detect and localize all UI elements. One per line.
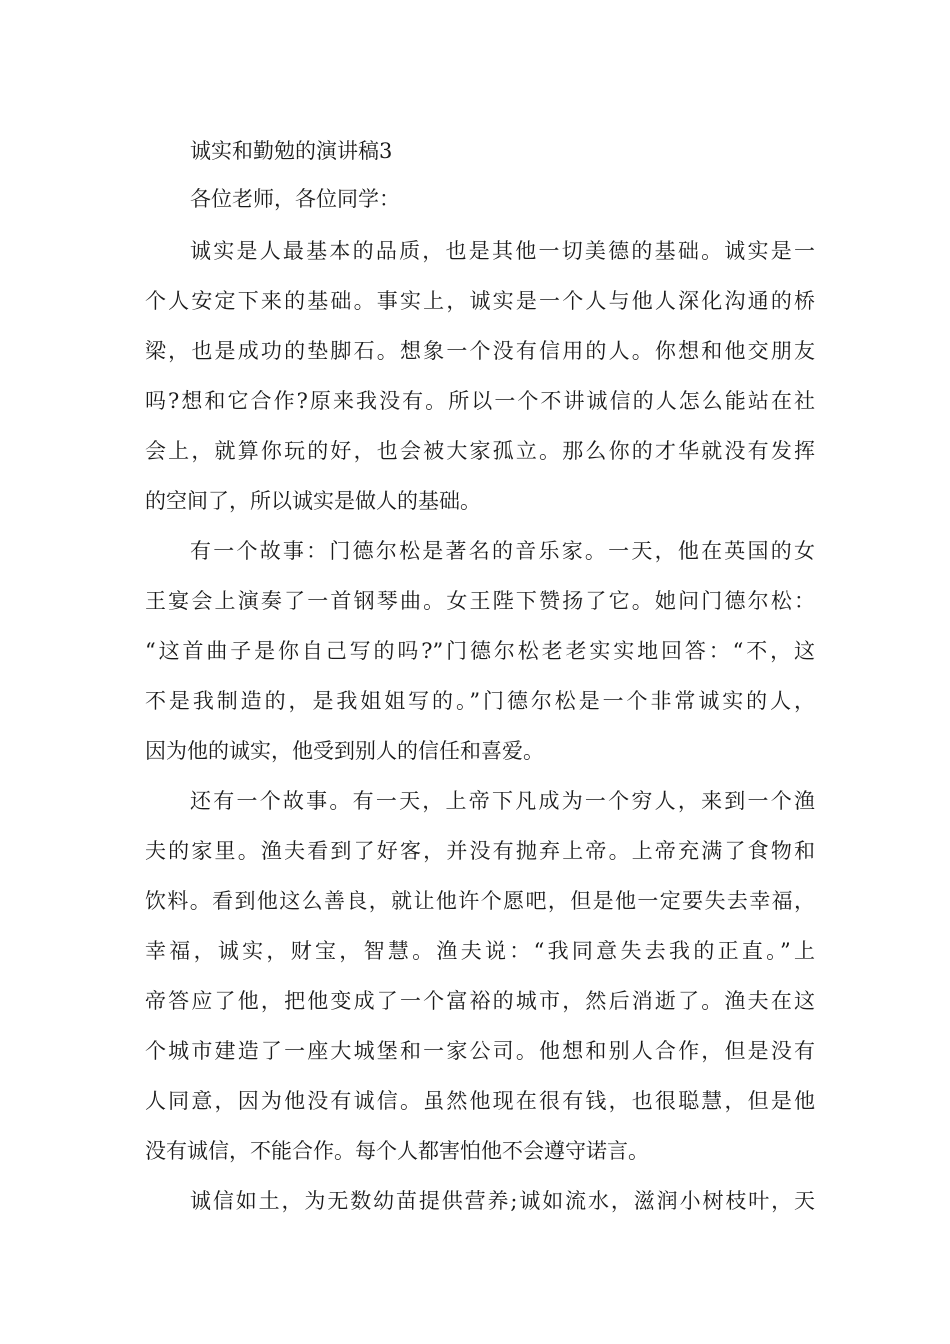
paragraph-line: 会上，就算你玩的好，也会被大家孤立。那么你的才华就没有发挥: [145, 439, 815, 463]
greeting: 各位老师，各位同学：: [190, 187, 400, 211]
paragraph-line: 个人安定下来的基础。事实上，诚实是一个人与他人深化沟通的桥: [145, 289, 815, 313]
paragraph-line: 有一个故事：门德尔松是著名的音乐家。一天，他在英国的女: [190, 539, 815, 563]
paragraph-line: 个城市建造了一座大城堡和一家公司。他想和别人合作，但是没有: [145, 1039, 815, 1063]
paragraph: [145, 226, 815, 526]
paragraph-line: “这首曲子是你自己写的吗?”门德尔松老老实实地回答：“不，这: [145, 639, 815, 663]
paragraph-line: 因为他的诚实，他受到别人的信任和喜爱。: [145, 739, 544, 763]
paragraph-line: 诚实是人最基本的品质，也是其他一切美德的基础。诚实是一: [190, 239, 815, 263]
paragraph-line: 不是我制造的，是我姐姐写的。”门德尔松是一个非常诚实的人，: [145, 689, 815, 713]
paragraph-line: 帝答应了他，把他变成了一个富裕的城市，然后消逝了。渔夫在这: [145, 989, 815, 1013]
paragraph-line: 还有一个故事。有一天，上帝下凡成为一个穷人，来到一个渔: [190, 789, 815, 813]
paragraph-line: 的空间了，所以诚实是做人的基础。: [145, 489, 481, 513]
paragraph-line: 诚信如土，为无数幼苗提供营养;诚如流水，滋润小树枝叶，天: [190, 1189, 815, 1213]
paragraph-line: 没有诚信，不能合作。每个人都害怕他不会遵守诺言。: [145, 1139, 649, 1163]
paragraph-line: 人同意，因为他没有诚信。虽然他现在很有钱，也很聪慧，但是他: [145, 1089, 815, 1113]
paragraph-line: 吗?想和它合作?原来我没有。所以一个不讲诚信的人怎么能站在社: [145, 389, 815, 413]
document-title: 诚实和勤勉的演讲稿3: [190, 139, 393, 163]
paragraph-line: 幸福，诚实，财宝，智慧。渔夫说：“我同意失去我的正直。”上: [145, 939, 815, 963]
paragraph-line: 梁，也是成功的垫脚石。想象一个没有信用的人。你想和他交朋友: [145, 339, 815, 363]
paragraph-line: 夫的家里。渔夫看到了好客，并没有抛弃上帝。上帝充满了食物和: [145, 839, 815, 863]
paragraph: [145, 776, 815, 1176]
document-body: [145, 130, 815, 1226]
paragraph-line: 王宴会上演奏了一首钢琴曲。女王陛下赞扬了它。她问门德尔松：: [145, 589, 815, 613]
paragraph: [145, 526, 815, 776]
paragraph: [145, 1176, 815, 1226]
paragraph-line: 饮料。看到他这么善良，就让他许个愿吧，但是他一定要失去幸福，: [145, 889, 815, 913]
